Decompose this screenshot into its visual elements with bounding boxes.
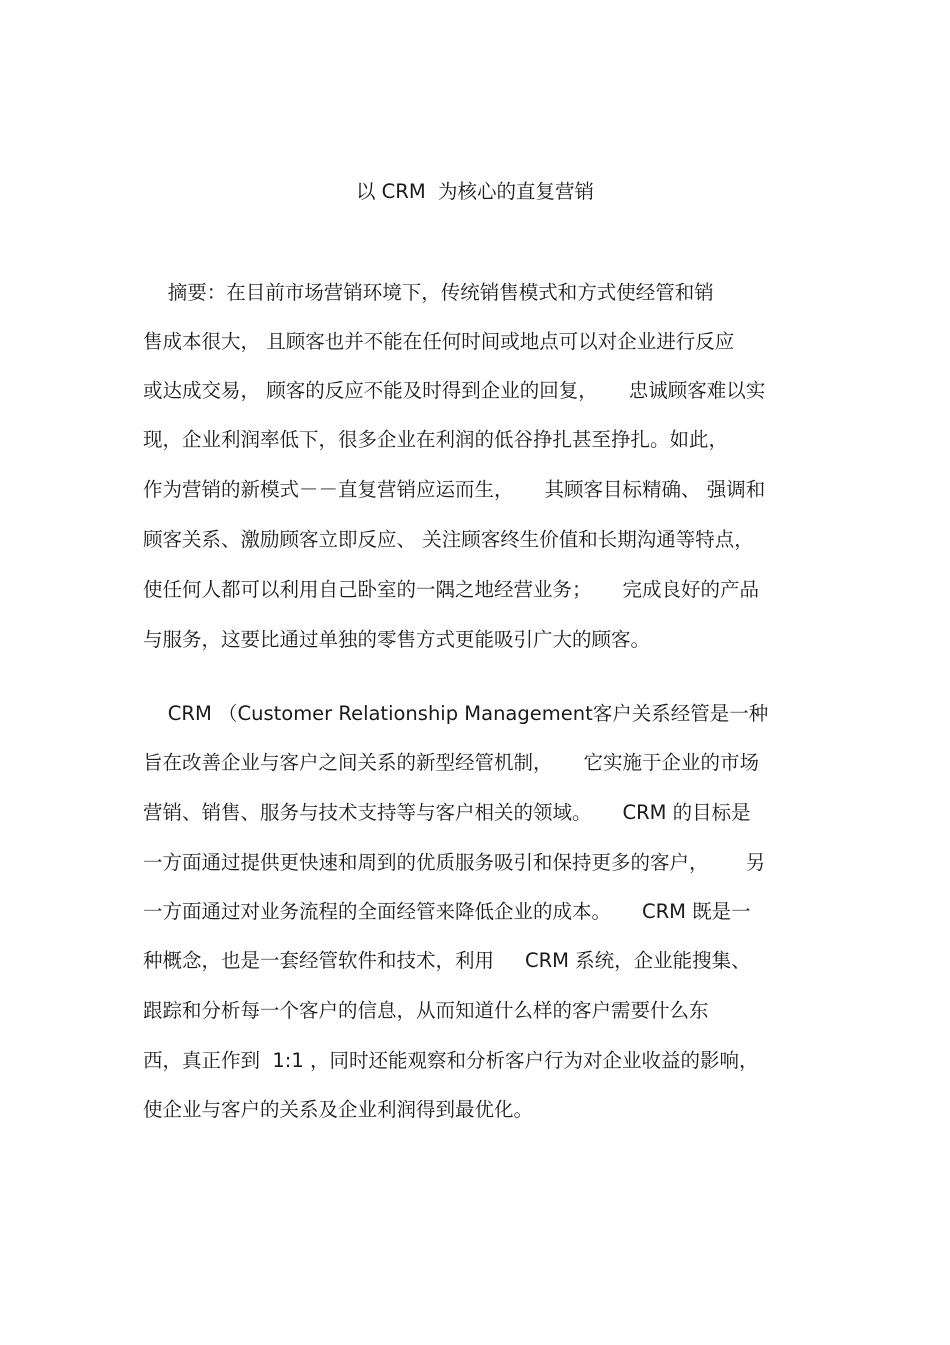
text-line: 使企业与客户的关系及企业利润得到最优化。 <box>143 1098 534 1121</box>
text-line: 跟踪和分析每一个客户的信息，从而知道什么样的客户需要什么东 <box>143 999 709 1022</box>
text-line: 摘要：在目前市场营销环境下，传统销售模式和方式使经管和销 <box>143 281 714 304</box>
text-line: 种概念，也是一套经管软件和技术，利用 CRM 系统，企业能搜集、 <box>143 949 751 972</box>
text-line: 使任何人都可以利用自己卧室的一隅之地经营业务； 完成良好的产品 <box>143 578 759 601</box>
text-line: 售成本很大， 且顾客也并不能在任何时间或地点可以对企业进行反应 <box>143 330 735 353</box>
text-line: 一方面通过提供更快速和周到的优质服务吸引和保持更多的客户， 另 <box>143 851 766 874</box>
text-line: 顾客关系、激励顾客立即反应、 关注顾客终生价值和长期沟通等特点， <box>143 528 754 551</box>
text-line: 与服务，这要比通过单独的零售方式更能吸引广大的顾客。 <box>143 628 651 651</box>
text-line: 旨在改善企业与客户之间关系的新型经管机制， 它实施于企业的市场 <box>143 751 759 774</box>
text-line: 现，企业利润率低下，很多企业在利润的低谷挣扎甚至挣扎。如此， <box>143 428 729 451</box>
document-title: 以 CRM 为核心的直复营销 <box>355 180 595 203</box>
text-line: 营销、销售、服务与技术支持等与客户相关的领域。 CRM 的目标是 <box>143 801 751 824</box>
text-line: 或达成交易， 顾客的反应不能及时得到企业的回复， 忠诚顾客难以实 <box>143 379 766 402</box>
text-line: 一方面通过对业务流程的全面经管来降低企业的成本。 CRM 既是一 <box>143 900 751 923</box>
text-line: CRM （Customer Relationship Management客户关系经管是一种 <box>143 702 769 725</box>
text-line: 作为营销的新模式－－直复营销应运而生， 其顾客目标精确、 强调和 <box>143 478 766 501</box>
text-line: 西，真正作到 1:1 ，同时还能观察和分析客户行为对企业收益的影响， <box>143 1049 759 1072</box>
